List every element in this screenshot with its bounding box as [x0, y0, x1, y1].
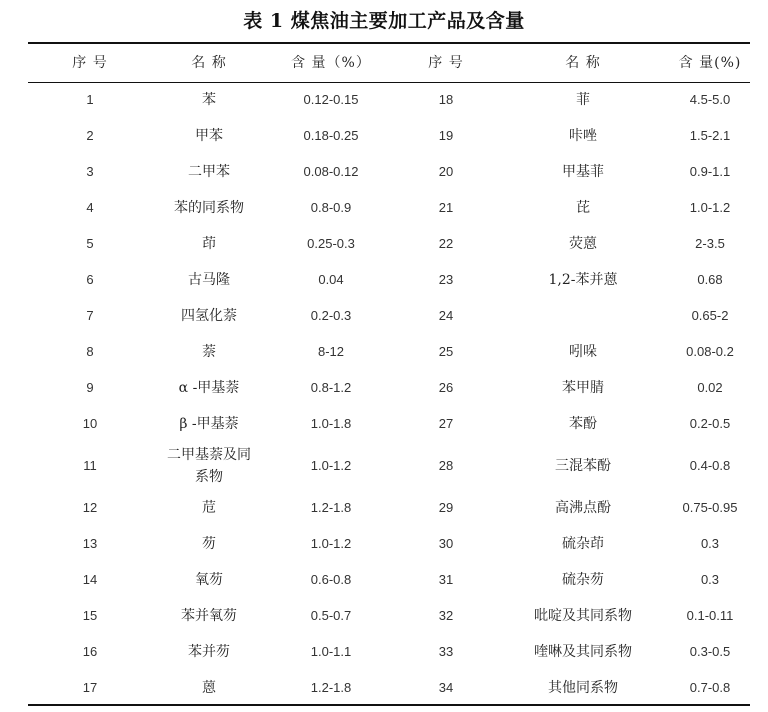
left-index-cell: 11: [83, 458, 97, 473]
table-row: [28, 634, 750, 670]
left-content-cell: 1.0-1.1: [310, 644, 352, 659]
table-row: [28, 442, 750, 490]
left-name-cell: 苯并氧芴: [181, 608, 237, 624]
right-name-cell: 苯甲腈: [562, 380, 604, 396]
right-content-cell: 0.68: [697, 272, 723, 287]
right-content-cell: 0.9-1.1: [689, 164, 731, 179]
table-row: [28, 526, 750, 562]
right-content-cell: 0.1-0.11: [686, 608, 734, 623]
left-name-line-1: 二甲基萘及同: [167, 447, 251, 463]
right-name-cell: 吡啶及其同系物: [534, 608, 632, 624]
left-content-cell: 0.2-0.3: [310, 308, 352, 323]
left-content-cell: 0.18-0.25: [303, 128, 359, 143]
left-index-cell: 16: [82, 644, 98, 659]
left-name-cell: 蒽: [202, 680, 216, 696]
right-name-cell: 硫杂芴: [562, 572, 604, 588]
header-left-name: 名 称: [191, 55, 227, 71]
left-name-cell: 芴: [202, 536, 216, 552]
left-name-cell: 茚: [202, 236, 216, 252]
left-name-cell: 氧芴: [195, 572, 223, 588]
left-content-cell: 1.2-1.8: [310, 500, 352, 515]
right-name-cell: 菲: [576, 92, 590, 108]
header-right-index: 序 号: [428, 55, 464, 71]
right-name-cell: 喹啉及其同系物: [534, 644, 632, 660]
left-index-cell: 1: [86, 92, 94, 107]
right-content-cell: 0.75-0.95: [682, 500, 738, 515]
right-content-cell: 0.3: [700, 536, 720, 551]
table-row: [28, 82, 750, 118]
left-index-cell: 8: [86, 344, 94, 359]
left-index-cell: 15: [82, 608, 98, 623]
right-index-cell: 34: [438, 680, 454, 695]
left-content-cell: 8-12: [317, 344, 345, 359]
left-content-cell: 0.5-0.7: [310, 608, 352, 623]
right-name-cell: 1,2-苯并蒽: [548, 272, 618, 288]
table-row: [28, 226, 750, 262]
header-right-content: 含 量(%): [678, 55, 742, 71]
left-content-cell: 1.0-1.8: [310, 416, 352, 431]
right-name-cell: 荧蒽: [569, 236, 597, 252]
table-title: 表 1 煤焦油主要加工产品及含量: [243, 10, 525, 32]
left-name-cell: 四氢化萘: [181, 308, 237, 324]
right-index-cell: 18: [438, 92, 454, 107]
right-name-cell: 其他同系物: [548, 680, 618, 696]
left-content-cell: 1.0-1.2: [310, 458, 352, 473]
right-content-cell: 0.3-0.5: [689, 644, 731, 659]
left-content-cell: 0.8-0.9: [310, 200, 352, 215]
left-name-cell: 苊: [202, 500, 216, 516]
right-name-cell: 高沸点酚: [555, 500, 611, 516]
right-index-cell: 32: [438, 608, 454, 623]
right-content-cell: 4.5-5.0: [689, 92, 731, 107]
right-content-cell: 0.02: [697, 380, 723, 395]
right-index-cell: 28: [438, 458, 454, 473]
left-name-cell: α -甲基萘: [178, 380, 240, 396]
right-index-cell: 26: [438, 380, 454, 395]
left-index-cell: 9: [86, 380, 94, 395]
left-name-cell: 苯的同系物: [174, 200, 244, 216]
left-name-cell: 二甲苯: [188, 164, 230, 180]
header-left-content: 含 量（%）: [291, 55, 371, 71]
right-name-cell: 苯酚: [569, 416, 597, 432]
left-content-cell: 0.8-1.2: [310, 380, 352, 395]
left-content-cell: 0.6-0.8: [310, 572, 352, 587]
right-index-cell: 29: [438, 500, 454, 515]
right-content-cell: 0.4-0.8: [689, 458, 731, 473]
right-name-cell: 吲哚: [569, 344, 597, 360]
table-row: [28, 598, 750, 634]
right-content-cell: 1.0-1.2: [689, 200, 731, 215]
left-content-cell: 0.12-0.15: [303, 92, 359, 107]
left-name-cell: 苯: [202, 92, 216, 108]
left-name-cell: 萘: [202, 344, 216, 360]
right-content-cell: 0.7-0.8: [689, 680, 731, 695]
left-index-cell: 12: [82, 500, 98, 515]
table-row: [28, 334, 750, 370]
left-name-cell: 苯并芴: [188, 644, 230, 660]
left-content-cell: 1.0-1.2: [310, 536, 352, 551]
table-row: [28, 370, 750, 406]
right-index-cell: 24: [438, 308, 454, 323]
left-index-cell: 4: [86, 200, 94, 215]
left-name-cell: 甲苯: [195, 128, 223, 144]
left-index-cell: 2: [86, 128, 94, 143]
table-row: [28, 406, 750, 442]
right-content-cell: 2-3.5: [695, 236, 725, 251]
table-row: [28, 670, 750, 706]
right-index-cell: 27: [438, 416, 454, 431]
left-index-cell: 10: [82, 416, 98, 431]
right-name-cell: 咔唑: [569, 128, 597, 144]
table-row: [28, 298, 750, 334]
table-row: [28, 562, 750, 598]
table-row: [28, 154, 750, 190]
right-index-cell: 30: [438, 536, 454, 551]
left-index-cell: 14: [82, 572, 98, 587]
right-content-cell: 0.3: [700, 572, 720, 587]
right-content-cell: 0.65-2: [691, 308, 729, 323]
left-name-cell: [152, 442, 266, 490]
left-content-cell: 0.25-0.3: [307, 236, 355, 251]
right-index-cell: 21: [438, 200, 454, 215]
right-index-cell: 31: [438, 572, 454, 587]
table-row: [28, 262, 750, 298]
right-index-cell: 22: [438, 236, 454, 251]
right-content-cell: 1.5-2.1: [689, 128, 731, 143]
left-index-cell: 7: [86, 308, 94, 323]
left-content-cell: 0.08-0.12: [303, 164, 359, 179]
right-name-cell: 芘: [576, 200, 590, 216]
left-name-cell: β -甲基萘: [179, 416, 239, 432]
right-index-cell: 19: [438, 128, 454, 143]
header-left-index: 序 号: [72, 55, 108, 71]
table-row: [28, 190, 750, 226]
header-right-name: 名 称: [565, 55, 601, 71]
right-content-cell: 0.2-0.5: [689, 416, 731, 431]
left-content-cell: 1.2-1.8: [310, 680, 352, 695]
left-index-cell: 3: [86, 164, 94, 179]
table-row: [28, 490, 750, 526]
right-name-cell: 硫杂茚: [562, 536, 604, 552]
left-index-cell: 13: [82, 536, 98, 551]
left-index-cell: 17: [82, 680, 98, 695]
left-index-cell: 5: [86, 236, 94, 251]
left-content-cell: 0.04: [318, 272, 344, 287]
product-content-table: [28, 44, 750, 706]
table-row: [28, 118, 750, 154]
right-index-cell: 33: [438, 644, 454, 659]
right-name-cell: 甲基菲: [562, 164, 604, 180]
right-name-cell: 三混苯酚: [555, 458, 611, 474]
right-index-cell: 25: [438, 344, 454, 359]
left-name-line-2: 系物: [195, 469, 223, 485]
left-name-cell: 古马隆: [188, 272, 230, 288]
right-name-cell: [496, 298, 670, 334]
left-index-cell: 6: [86, 272, 94, 287]
table-header-row: [28, 44, 750, 82]
right-content-cell: 0.08-0.2: [686, 344, 734, 359]
right-index-cell: 20: [438, 164, 454, 179]
right-index-cell: 23: [438, 272, 454, 287]
